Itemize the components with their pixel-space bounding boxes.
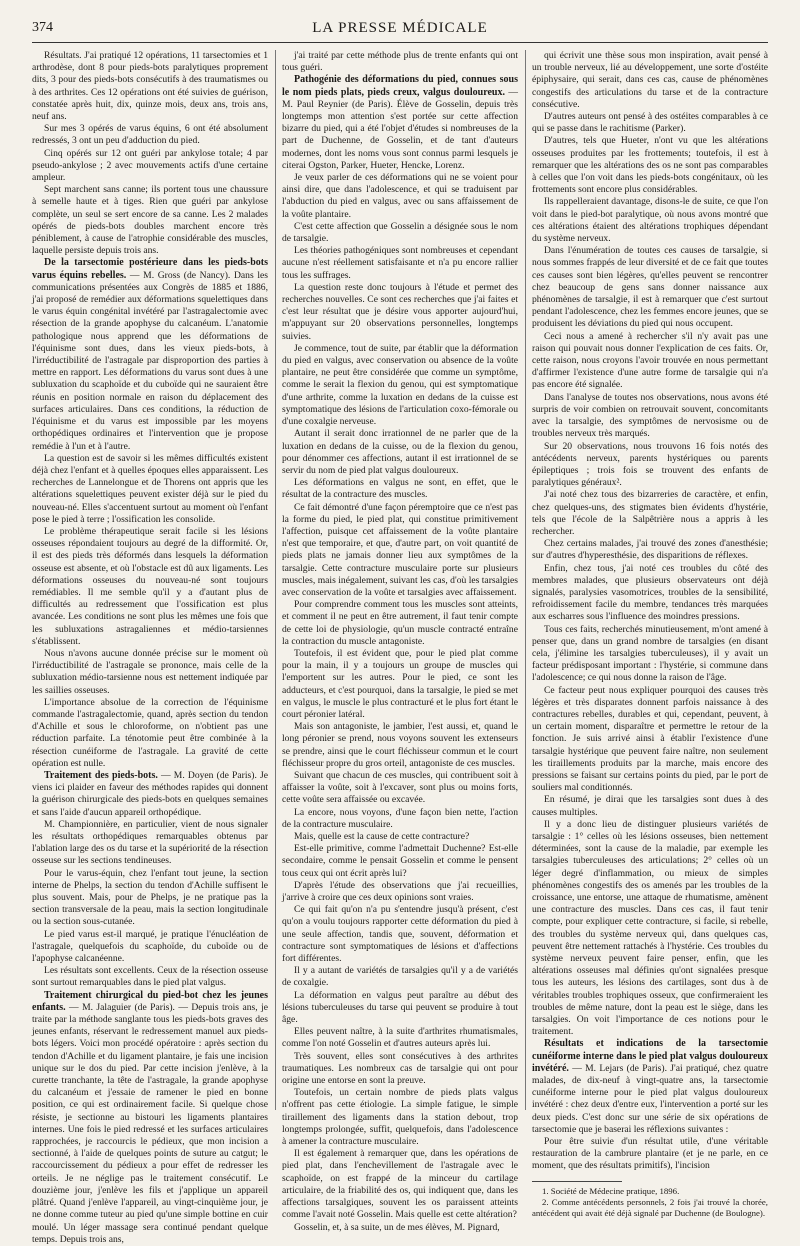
- paragraph: [32, 184, 268, 257]
- paragraph-text: — M. Jalaguier (de Paris). — Depuis trois ans, je traite par la méthode sanglante tous les pieds-bots graves des jeunes enfants, réservant le redressement manuel aux pieds-bots légers. Voici mon procédé opératoire : après section du tendon d'Achille et du ligament plantaire, je fais une incision unique sur le dos du pied. Par cette incision j'enlève, à la curette tranchante, la tête de l'astragale, la grande apophyse du calcanéum et j'essaie de ramener le pied en bonne position, ce qui est ordinairement facile. Si quelque chose résiste, je sectionne au bistouri les ligaments plantaires internes. Une fois le pied redressé et les surfaces articulaires rapprochées, je raccourcis le pédieux, que mon incision a sectionné, à l'aide de quelques points de suture au catgut; le raccourcissement du pédieux a pour effet de redresser les orteils. Je ne néglige pas le traitement consécutif. Le douzième jour, j'enlève les fils et j'applique un appareil plâtré. Quand j'enlève l'appareil, au vingt-cinquième jour, je ne donne comme tuteur au pied qu'une simple bottine en cuir moulé. Un léger massage sera continué pendant quelque temps. Depuis trois ans,: [32, 1001, 268, 1245]
- paragraph-text: C'est cette affection que Gosselin a désignée sous le nom de tarsalgie.: [282, 220, 518, 245]
- paragraph-text: En résumé, je dirai que les tarsalgies sont dues à des causes multiples.: [532, 794, 768, 818]
- paragraph-text: Sur 20 observations, nous trouvons 16 fois notés des antécédents nerveux, parents hystériques ou parents épileptiques ; trois fois se trouvent des enfants de paralytiques généraux².: [532, 440, 768, 489]
- text-column-middle: [282, 50, 519, 1233]
- paragraph-text: Suivant que chacun de ces muscles, qui contribuent soit à affaisser la voûte, soit à l'excaver, sont plus ou moins forts, cette voûte sera affaissée ou excavée.: [282, 769, 518, 806]
- paragraph-text: Pour le varus-équin, chez l'enfant tout jeune, la section interne de Phelps, la section du tendon d'Achille suffisent le plus souvent. Mais, pour de Phelps, je ne pratique pas la section transversale de la peau, mais la section longitudinale ou la section sous-cutanée.: [32, 867, 268, 928]
- paragraph-text: Toutefois, un certain nombre de pieds plats valgus n'offrent pas cette étiologie. La simple fatigue, le simple tiraillement des ligaments dans la station debout, trop longtemps prolongée, suffit, quelquefois, dans l'adolescence à amener la contracture musculaire.: [282, 1087, 518, 1148]
- section-paragraph: [32, 990, 268, 1246]
- paragraph: [282, 880, 518, 904]
- paragraph: [282, 1222, 518, 1234]
- paragraph: [32, 453, 268, 526]
- page-number: 374: [32, 20, 53, 35]
- paragraph: [282, 477, 518, 501]
- paragraph-text: — M. Gross (de Nancy). Dans les communications présentées aux Congrès de 1885 et 1886, j'ai proposé de remédier aux déformations squelettiques dans le varus équin congénital invétéré par l'astragalectomie avec résection de la grande apophyse du calcanéum. L'anatomie pathologique nous apprend que les déformations de l'équinisme sont dues, dans les vieux pieds-bots, à l'irréductibilité de l'astragale par disproportion des parties à mettre en rapport. Les déformations du varus sont dues à une subluxation du scaphoïde et du cuboïde qui ne sauraient être réunis en position normale en raison du déplacement des surfaces articulaires. Dans ces conditions, la réduction de l'équinisme et du varus est impossible par les moyens orthopédiques ordinaires et l'intervention que je propose remédie à l'un et à l'autre.: [32, 269, 268, 452]
- column-divider: [275, 50, 276, 1110]
- paragraph-text: Très souvent, elles sont consécutives à des arthrites traumatiques. Les nombreux cas de tarsalgie qui ont pour origine une entorse en sont la preuve.: [282, 1050, 518, 1087]
- paragraph-text: D'autres, tels que Hueter, n'ont vu que les altérations osseuses produites par les frottements; toutefois, il est à remarquer que les altérations des os ne sont pas comparables à celles que l'on voit dans les pieds-bots congénitaux, où les frottements sont encore plus considérables.: [532, 135, 768, 196]
- paragraph-text: — M. Lejars (de Paris). J'ai pratiqué, chez quatre malades, de dix-neuf à vingt-quatre ans, la tarsectomie cunéiforme interne pour le pied plat valgus douloureux invétéré : chez deux d'entre eux, l'intervention a porté sur les deux pieds. C'est donc sur une série de six opérations de tarsectomie que je baserai les réflexions suivantes :: [532, 1062, 768, 1135]
- paragraph-text: Elles peuvent naître, à la suite d'arthrites rhumatismales, comme l'on noté Gosselin et d'autres auteurs après lui.: [282, 1026, 518, 1050]
- paragraph-text: Toutefois, il est évident que, pour le pied plat comme pour la main, il y a toujours un groupe de muscles qui l'emportent sur les autres. Pour le pied, ce sont les adducteurs, et c'est pourquoi, dans la tarsalgie, le pied se met en valgus, le muscle le plus contracturé et le plus fort étant le court péronier latéral.: [282, 647, 518, 720]
- paragraph-text: J'ai noté chez tous des bizarreries de caractère, et enfin, chez quelques-uns, des stigmates bien évidents d'hystérie, tels que l'école de la Salpêtrière nous a appris à les rechercher.: [532, 489, 768, 537]
- paragraph-text: Autant il serait donc irrationnel de ne parler que de la luxation en dedans de la cuisse, ou de la flexion du genou, pour dénommer ces affections, autant il est irrationnel de se servir du nom de pied plat valgus douloureux.: [282, 428, 518, 476]
- paragraph-text: Les théories pathogéniques sont nombreuses et cependant aucune n'est réellement satisfaisante et n'a pu encore rallier tous les suffrages.: [282, 245, 518, 281]
- paragraph: [532, 196, 768, 245]
- section-paragraph: [32, 770, 268, 819]
- paragraph-text: Ils rappelleraient davantage, disons-le de suite, ce que l'on voit dans le pied-bot paralytique, où nous avons montré que ces altérations étaient des altérations trophiques dépendant du système nerveux.: [532, 196, 768, 245]
- paragraph: [32, 965, 268, 989]
- paragraph: [282, 965, 518, 989]
- paragraph: [32, 526, 268, 648]
- paragraph-text: La question est de savoir si les mêmes difficultés existent déjà chez l'enfant et à quelles époques elles apparaissent. Les recherches de Lannelongue et de Thorens ont appris que les altérations squelettiques peuvent exister déjà sur le pied du nouveau-né. Elles s'accentuent surtout au moment où l'enfant pose le pied à terre ; l'ossification les consolide.: [32, 452, 268, 525]
- paragraph-text: Les déformations en valgus ne sont, en effet, que le résultat de la contracture des muscles.: [282, 477, 518, 501]
- paragraph: [282, 343, 518, 428]
- paragraph: [282, 721, 518, 770]
- paragraph-text: Je veux parler de ces déformations qui ne se voient pour ainsi dire, que dans l'adolescence, et qui se traduisent par l'abduction du pied en valgus, avec ou sans affaissement de la voûte plantaire.: [282, 172, 518, 220]
- paragraph: [32, 50, 268, 123]
- paragraph-text: Ce fait démontré d'une façon péremptoire que ce n'est pas la forme du pied, le pied plat, qui constitue primitivement l'affection, puisque cet affaissement de la voûte plantaire n'est que temporaire, et que, d'autre part, on voit quantité de pieds plats ne jamais donner lieu aux symptômes de la tarsalgie. Cette contracture musculaire porte sur plusieurs muscles, mais inégalement, suivant les cas, d'où les tarsalgies avec conservation de la voûte et tarsalgies avec affaissement.: [282, 501, 518, 598]
- paragraph: [282, 172, 518, 221]
- paragraph-text: Pour être suivie d'un résultat utile, d'une véritable restauration de la cambrure plantaire (et je ne parle, en ce moment, que des résultats primitifs), l'incision: [532, 1136, 768, 1172]
- column-divider: [525, 50, 526, 1110]
- paragraph: [532, 392, 768, 441]
- paragraph-text: Nous n'avons aucune donnée précise sur le moment où l'irréductibilité de l'astragale se prononce, mais celle de la subluxation médio-tarsienne nous est nettement indiquée par les saillies osseuses.: [32, 647, 268, 696]
- paragraph-text: Les résultats sont excellents. Ceux de la résection osseuse sont surtout remarquables dans le pied plat valgus.: [32, 965, 268, 989]
- paragraph: [282, 502, 518, 600]
- paragraph-text: qui écrivit une thèse sous mon inspiration, avait pensé à un trouble nerveux, lié au développement, une sorte d'ostéite épiphysaire, qui serait, dans ces cas, cause de phénomènes congestifs des articulations du tarse et de la contracture consécutive.: [532, 50, 768, 110]
- paragraph: [32, 648, 268, 697]
- paragraph-text: Résultats. J'ai pratiqué 12 opérations, 11 tarsectomies et 1 arthrodèse, dont 8 pour pieds-bots paralytiques proprement dits, 3 pour des pieds-bots consécutifs à des traumatismes ou à des arthrites. Ces 12 opérations ont été suivies de guérison, constatée après huit, dix, quinze mois, deux ans, trois ans, neuf ans.: [32, 50, 268, 123]
- journal-title: LA PRESSE MÉDICALE: [312, 20, 488, 36]
- paragraph-text: La encore, nous voyons, d'une façon bien nette, l'action de la contracture musculaire.: [282, 806, 518, 830]
- paragraph-text: Est-elle primitive, comme l'admettait Duchenne? Est-elle secondaire, comme le pensait Gosselin et comme le pensent tous ceux qui ont écrit après lui?: [282, 843, 518, 879]
- paragraph-text: Tous ces faits, recherchés minutieusement, m'ont amené à penser que, dans un grand nombre de tarsalgies (en disant cela, j'élimine les tarsalgies tuberculeuses), il y avait un facteur prédisposant important : l'hystérie, si commune dans l'adolescence; ce qui nous donne la raison de l'âge.: [532, 623, 768, 684]
- footnote: 1. Société de Médecine pratique, 1896.: [542, 1185, 680, 1196]
- paragraph: [282, 648, 518, 721]
- paragraph: [282, 904, 518, 965]
- paragraph-text: Sur mes 3 opérés de varus équins, 6 ont été absolument redressés, 3 ont un peu d'adduction du pied.: [32, 123, 268, 147]
- paragraph-text: Ce facteur peut nous expliquer pourquoi des causes très légères et très disparates donnent parfois naissance à des contractures rebelles, durables et qui, cependant, peuvent, à un certain moment, disparaître et permettre le retour de la fonction. Je suis arrivé ainsi à établir l'existence d'une tarsalgie hystérique que peuvent faire naître, non seulement les tiraillements produits par la marche, mais encore des pressions se faisant sur certains points du pied, par le port de souliers mal conditionnés.: [532, 684, 768, 794]
- paragraph-text: Sept marchent sans canne; ils portent tous une chaussure à semelle haute et à tiges. Rien que guéri par ankylose complète, un seul se sert encore de sa canne. Les 2 malades opérés de pieds-bots doubles marchent encore très péniblement, à cause de l'atrophie considérable des muscles, laquelle persiste depuis trois ans.: [32, 184, 268, 257]
- paragraph-text: Cinq opérés sur 12 ont guéri par ankylose totale; 4 par pseudo-ankylose ; 2 avec mouvements actifs d'une certaine ampleur.: [32, 147, 268, 184]
- paragraph-text: Mais, quelle est la cause de cette contracture?: [294, 831, 470, 842]
- paragraph-text: Le problème thérapeutique serait facile si les lésions osseuses répondaient toujours au degré de la difformité. Or, il est des pieds très déformés dans lesquels la déformation osseuse est absente, et où l'obstacle est dû aux ligaments. Les déformations osseuses du nouveau-né sont toujours remédiables. Il me semble qu'il y a d'autant plus de difficultés au redressement que l'ossification est plus avancée. Les conditions ne sont plus les mêmes une fois que les subluxations astragaliennes et médio-tarsiennes s'établissent.: [32, 525, 268, 647]
- paragraph: [532, 245, 768, 330]
- paragraph-text: — M. Doyen (de Paris). Je viens ici plaider en faveur des méthodes rapides qui donnent la guérison chirurgicale des pieds-bots en quelques semaines et sans l'aide d'aucun appareil orthopédique.: [32, 769, 269, 818]
- paragraph-text: D'autres auteurs ont pensé à des ostéites comparables à ce qui se passe dans le rachitisme (Parker).: [532, 111, 768, 135]
- paragraph: [282, 807, 518, 831]
- paragraph: [32, 148, 268, 185]
- paragraph: [532, 135, 768, 196]
- paragraph: [282, 843, 518, 880]
- paragraph: [532, 331, 768, 392]
- paragraph-text: Dans l'énumération de toutes ces causes de tarsalgie, si nous sommes frappés de leur diversité et de ce fait que toutes ces causes sont bien légères, qu'elles peuvent se rencontrer chez beaucoup de gens sans donner naissance aux phénomènes de tarsalgie, il est à remarquer que c'est surtout pendant l'adolescence, chez les femmes encore jeunes, que se produisent les déviations du pied qui nous occupent.: [532, 245, 768, 330]
- paragraph: [532, 1136, 768, 1173]
- paragraph: [532, 794, 768, 818]
- paragraph: [282, 1051, 518, 1088]
- paragraph: [282, 1148, 518, 1221]
- section-heading: Pathogénie des déformations du pied, connues sous le nom pieds plats, pieds creux, valgus douloureux.: [282, 74, 518, 98]
- paragraph: [532, 538, 768, 562]
- paragraph-text: Je commence, tout de suite, par établir que la déformation du pied en valgus, avec conservation ou absence de la voûte plantaire, ne peut être considérée que comme un symptôme, comme le serait la flexion du genou, qui est symptomatique d'une arthrite, comme la luxation en dedans de la cuisse est symptomatique des lésions de l'articulation coxo-fémorale ou d'une coxalgie nerveuse.: [282, 342, 518, 428]
- paragraph: [282, 831, 518, 843]
- paragraph: [532, 819, 768, 1039]
- paragraph: [532, 685, 768, 795]
- paragraph-text: D'après l'étude des observations que j'ai recueillies, j'arrive à croire que ces deux opinions sont vraies.: [282, 879, 518, 904]
- paragraph-text: j'ai traité par cette méthode plus de trente enfants qui ont tous guéri.: [282, 50, 518, 74]
- paragraph-text: La déformation en valgus peut paraître au début des lésions tuberculeuses du tarse qui peuvent se produire à tout âge.: [282, 989, 518, 1026]
- paragraph: [282, 1026, 518, 1050]
- paragraph-text: Dans l'analyse de toutes nos observations, nous avons été surpris de voir combien on retrouvait souvent, concomitants avec la tarsalgie, des symptômes de nervosisme ou de troubles nerveux très marqués.: [532, 391, 768, 440]
- footnote-separator: [532, 1181, 622, 1182]
- text-column-right: [532, 50, 768, 1218]
- column-paragraphs: [532, 50, 768, 1173]
- paragraph: [282, 245, 518, 282]
- paragraph: [282, 990, 518, 1027]
- section-heading: Résultats et indications de la tarsectomie cunéiforme interne dans le pied plat valgus douloureux invétéré.: [532, 1038, 768, 1074]
- paragraph-text: Enfin, chez tous, j'ai noté ces troubles du côté des membres malades, que plusieurs observateurs ont déjà signalés, paralysies vasomotrices, troubles de la sensibilité, refroidissement facile du membre, tendances très marquées aux escharres sous l'influence des moindres pressions.: [532, 562, 768, 623]
- section-paragraph: [282, 74, 518, 172]
- section-paragraph: [532, 1038, 768, 1136]
- paragraph-text: Pour comprendre comment tous les muscles sont atteints, et comment il ne peut en être autrement, il faut tenir compte de cette loi de physiologie, qu'un muscle contracté entraîne la contraction du muscle antagoniste.: [282, 599, 518, 647]
- paragraph-text: Ce qui fait qu'on n'a pu s'entendre jusqu'à présent, c'est qu'on a voulu toujours rapporter cette déformation du pied à une seule affection, tandis que, souvent, déformation et contracture sont symptomatiques de lésions et d'affections fort différentes.: [282, 904, 518, 965]
- paragraph: [32, 929, 268, 966]
- paragraph: [282, 221, 518, 245]
- paragraph: [532, 111, 768, 135]
- paragraph-text: Chez certains malades, j'ai trouvé des zones d'anesthésie; sur d'autres d'hyperesthésie, des disparitions de réflexes.: [532, 538, 768, 562]
- paragraph: [282, 1087, 518, 1148]
- paragraph: [532, 441, 768, 490]
- section-heading: Traitement des pieds-bots.: [44, 769, 158, 781]
- paragraph-text: L'importance absolue de la correction de l'équinisme commande l'astragalectomie, quand, après section du tendon d'Achille et sous le chloroforme, on n'obtient pas une réduction parfaite. La ténotomie peut être combinée à la résection cunéiforme de l'astragale. La gravité de cette opération est nulle.: [32, 696, 268, 769]
- page-header: [32, 20, 768, 43]
- section-heading: De la tarsectomie postérieure dans les pieds-bots varus équins rebelles.: [32, 257, 268, 281]
- paragraph-text: Ceci nous a amené à rechercher s'il n'y avait pas une raison qui pouvait nous donner l'explication de ces faits. Or, cette raison, nous croyons l'avoir trouvée en nous permettant d'affirmer l'existence d'une autre forme de tarsalgie qui n'a pas encore été signalée.: [532, 330, 768, 391]
- paragraph: [532, 624, 768, 685]
- paragraph-text: Le pied varus est-il marqué, je pratique l'énucléation de l'astragale, quelquefois du scaphoïde, du cuboïde ou de l'apophyse calcanéenne.: [32, 928, 268, 965]
- paragraph: [282, 428, 518, 477]
- section-heading: Traitement chirurgical du pied-bot chez les jeunes enfants.: [32, 989, 268, 1013]
- paragraph: [532, 563, 768, 624]
- paragraph: [282, 599, 518, 648]
- paragraph: [532, 489, 768, 538]
- paragraph-text: Il y a donc lieu de distinguer plusieurs variétés de tarsalgie : 1° celles où les lésions osseuses, bien nettement déterminées, sont la cause de la maladie, par exemple les tarsalgies tuberculeuses des articulations; 2° celles où un léger degré d'inflammation, ou mieux de simples phénomènes congestifs des os amenés par les troubles de la croissance, une entorse, une attaque de rhumatisme, amènent une contracture des muscles. Dans ces cas, il faut tenir compte, pour expliquer cette contracture, si facile, si rebelle, des troubles du système nerveux qui, dans quelques cas, peuvent être nettement rattachés à l'hystérie. Ces troubles du système nerveux peuvent faire penser, enfin, que les altérations osseuses mal définies qu'ont signalées presque tous les auteurs, les lésions des cartilages, sont dus à de véritables troubles trophiques osseux, que confirmeraient les troubles de même nature, dont la peau est le siège, dans les tarsalgies. On voit l'importance de ces notions pour le traitement.: [532, 818, 768, 1038]
- paragraph-text: M. Championnière, en particulier, vient de nous signaler les résultats orthopédiques remarquables obtenus par l'ablation large des os du tarse et la supériorité de la résection osseuse sur les sections tendineuses.: [32, 818, 268, 867]
- paragraph-text: Gosselin, et, à sa suite, un de mes élèves, M. Pignard,: [294, 1221, 500, 1233]
- paragraph: [282, 282, 518, 343]
- paragraph-text: Mais son antagoniste, le jambier, l'est aussi, et, quand le long péronier se prend, nous voyons souvent les extenseurs se prendre, ainsi que le court fléchisseur commun et le court fléchisseur propre du gros orteil, antagoniste de ces muscles.: [282, 721, 518, 769]
- paragraph: [32, 868, 268, 929]
- paragraph: [32, 697, 268, 770]
- section-paragraph: [32, 257, 268, 452]
- footnote: 2. Comme antécédents personnels, 2 fois j'ai trouvé la chorée, antécédent qui avait été déjà signalé par Duchenne (de Boulogne).: [532, 1196, 768, 1218]
- paragraph-text: Il y a autant de variétés de tarsalgies qu'il y a de variétés de coxalgie.: [282, 965, 518, 989]
- paragraph-text: — M. Paul Reynier (de Paris). Élève de Gosselin, depuis très longtemps mon attention s'est portée sur cette affection bizarre du pied, qui a été l'objet d'études si nombreuses de la part de Duchenne, de Gosselin, et de tant d'auteurs modernes, dont les noms vous sont connus parmi lesquels je citerai Ogston, Parker, Hueter, Hencke, Lorenz.: [282, 86, 519, 171]
- paragraph: [532, 50, 768, 111]
- text-column-left: [32, 50, 269, 1245]
- paragraph: [32, 819, 268, 868]
- paragraph: [282, 770, 518, 807]
- paragraph: [282, 50, 518, 74]
- paragraph: [32, 123, 268, 147]
- paragraph-text: Il est également à remarquer que, dans les opérations de pied plat, dans l'enchevillement de l'astragale avec le scaphoïde, on est frappé de la minceur du cartilage articulaire, de la friabilité des os, qui indiquent que, dans les affections tarsalgiques, souvent les os paraissent atteints comme l'avait noté Gosselin. Mais quelle est cette altération?: [282, 1148, 518, 1221]
- paragraph-text: La question reste donc toujours à l'étude et permet des recherches nouvelles. Ce sont ces recherches que j'ai faites et c'est leur résultat que je désire vous apporter aujourd'hui, m'appuyant sur 20 observations personnelles, longtemps suivies.: [282, 281, 518, 342]
